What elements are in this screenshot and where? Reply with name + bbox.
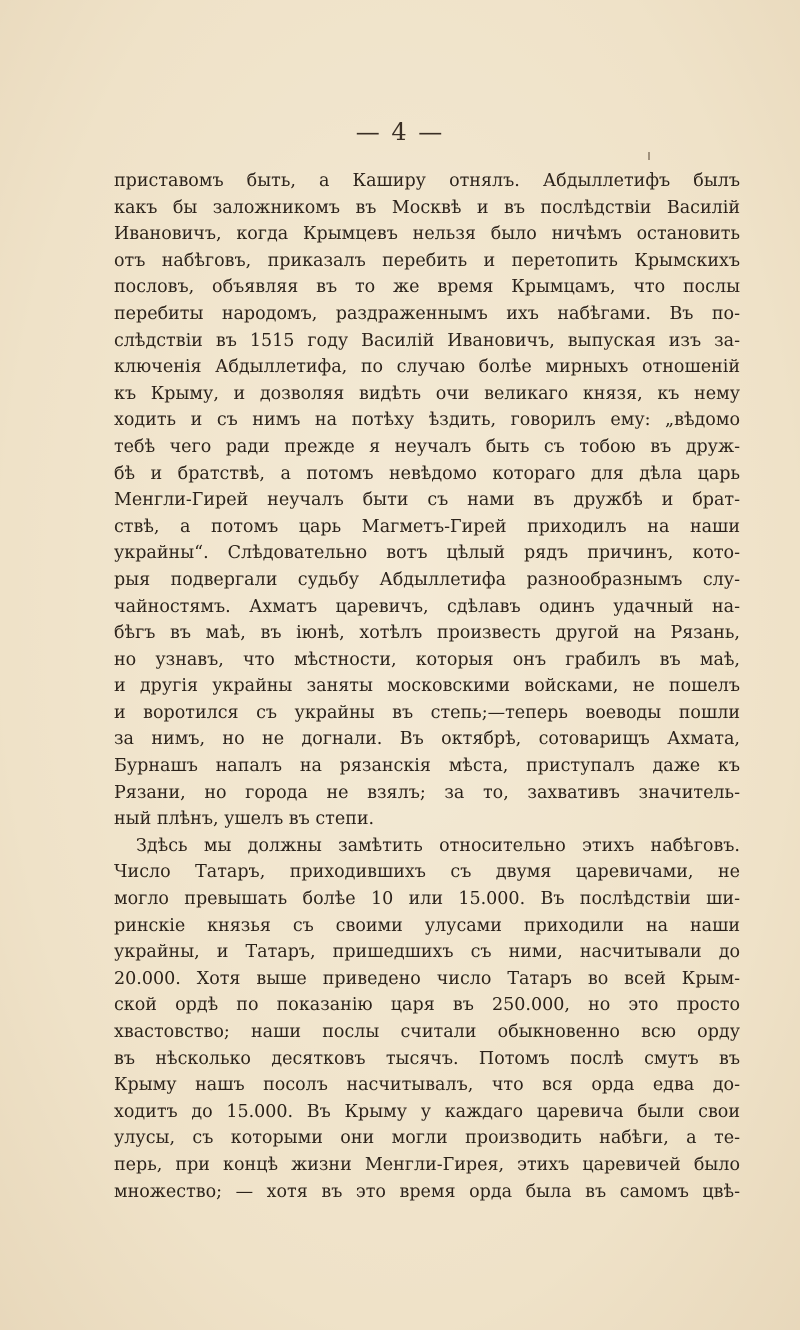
print-speck [648, 152, 650, 160]
body-text [114, 168, 740, 1205]
text-line: Рязани, но города не взялъ; за то, захвативъ значитель- [114, 782, 740, 803]
text-line: слѣдствіи въ 1515 году Василій Ивановичъ, выпуская изъ за- [114, 330, 740, 351]
text-line: но узнавъ, что мѣстности, которыя онъ грабилъ въ маѣ, [114, 649, 740, 670]
text-line: и другія украйны заняты московскими войсками, не пошелъ [114, 676, 740, 697]
text-line: Бурнашъ напалъ на рязанскія мѣста, приступалъ даже къ [114, 756, 740, 777]
text-line: ключенія Абдыллетифа, по случаю болѣе мирныхъ отношеній [114, 357, 740, 378]
text-line: тебѣ чего ради прежде я неучалъ быть съ тобою въ друж- [114, 436, 740, 457]
text-line: ствѣ, а потомъ царь Магметъ-Гирей приходилъ на наши [114, 516, 740, 537]
text-line: могло превышать болѣе 10 или 15.000. Въ послѣдствіи ши- [114, 889, 740, 910]
text-line: ходить и съ нимъ на потѣху ѣздить, говорилъ ему: „вѣдомо [114, 410, 740, 431]
text-line: Крыму нашъ посолъ насчитывалъ, что вся орда едва до- [114, 1075, 740, 1096]
text-line: приставомъ быть, а Каширу отнялъ. Абдыллетифъ былъ [114, 171, 740, 191]
text-line: чайностямъ. Ахматъ царевичъ, сдѣлавъ одинъ удачный на- [114, 596, 740, 617]
text-line: Ивановичъ, когда Крымцевъ нельзя было ничѣмъ остановить [114, 224, 740, 245]
text-line: множество; — хотя въ это время орда была въ самомъ цвѣ- [114, 1181, 740, 1202]
text-line: отъ набѣговъ, приказалъ перебить и перетопить Крымскихъ [114, 250, 740, 271]
text-line: перь, при концѣ жизни Менгли-Гирея, этихъ царевичей было [114, 1154, 740, 1175]
text-line: въ нѣсколько десятковъ тысячъ. Потомъ послѣ смутъ въ [114, 1048, 740, 1069]
text-line: 20.000. Хотя выше приведено число Татаръ во всей Крым- [114, 968, 740, 989]
text-line: бѣгъ въ маѣ, въ іюнѣ, хотѣлъ произвесть другой на Рязань, [114, 623, 740, 644]
text-line: ходитъ до 15.000. Въ Крыму у каждаго царевича были свои [114, 1101, 740, 1122]
page-number: — 4 — [355, 118, 445, 146]
text-line: ный плѣнъ, ушелъ въ степи. [114, 809, 375, 830]
text-line: бѣ и братствѣ, а потомъ невѣдомо котораго для дѣла царь [114, 463, 740, 484]
text-line: Менгли-Гирей неучалъ быти съ нами въ дружбѣ и брат- [114, 490, 740, 511]
text-line: ринскіе князья съ своими улусами приходили на наши [114, 915, 740, 936]
text-line: Здѣсь мы должны замѣтить относительно этихъ набѣговъ. [136, 835, 740, 856]
text-line: къ Крыму, и дозволяя видѣть очи великаго князя, къ нему [114, 383, 740, 404]
text-line: за нимъ, но не догнали. Въ октябрѣ, сотоварищъ Ахмата, [114, 729, 740, 750]
text-line: улусы, съ которыми они могли производить набѣги, а те- [114, 1128, 740, 1149]
text-line: ской ордѣ по показанію царя въ 250.000, но это просто [114, 995, 740, 1016]
text-line: украйны“. Слѣдовательно вотъ цѣлый рядъ причинъ, кото- [114, 543, 740, 564]
text-line: украйны, и Татаръ, пришедшихъ съ ними, насчитывали до [114, 942, 740, 963]
text-line: перебиты народомъ, раздраженнымъ ихъ набѣгами. Въ по- [114, 303, 740, 324]
text-line: рыя подвергали судьбу Абдыллетифа разнообразнымъ слу- [114, 569, 740, 590]
text-line: и воротился съ украйны въ степь;—теперь воеводы пошли [114, 702, 740, 723]
text-line: какъ бы заложникомъ въ Москвѣ и въ послѣдствіи Василій [114, 197, 740, 218]
text-line: пословъ, объявляя въ то же время Крымцамъ, что послы [114, 277, 740, 298]
text-line: Число Татаръ, приходившихъ съ двумя царевичами, не [114, 862, 740, 883]
text-line: хвастовство; наши послы считали обыкновенно всю орду [114, 1022, 740, 1042]
